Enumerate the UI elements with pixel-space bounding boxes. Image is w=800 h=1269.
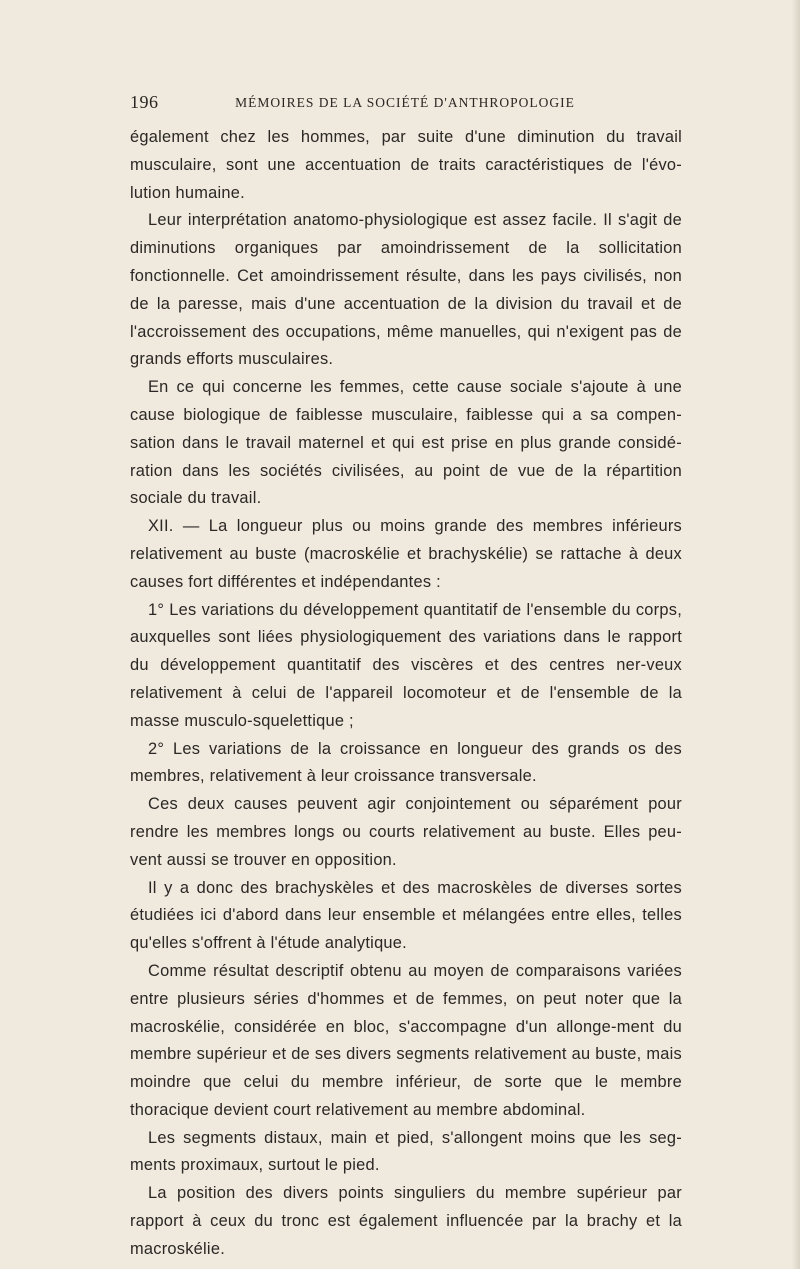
paragraph: Ces deux causes peuvent agir conjointement ou séparément pour rendre les membres longs ou courts relativement au buste. Elles peu-vent aussi se trouver en opposition. bbox=[130, 795, 682, 869]
page-header bbox=[130, 92, 680, 114]
paragraph: 1° Les variations du développement quantitatif de l'ensemble du corps, auxquelles sont liées physiologiquement des variations dans le rapport du développement quantitatif des viscères et des centres ner-veux relativement à celui de l'appareil locomoteur et de l'ensemble de la masse musculo-squelettique ; bbox=[130, 600, 682, 730]
paragraph: Il y a donc des brachyskèles et des macroskèles de diverses sortes étudiées ici d'abord dans leur ensemble et mélangées entre elles, telles qu'elles s'offrent à l'étude analytique. bbox=[130, 878, 682, 953]
paragraph: Leur interprétation anatomo-physiologique est assez facile. Il s'agit de diminutions organiques par amoindrissement de la sollicitation fonctionnelle. Cet amoindrissement résulte, dans les pays civilisés, non de la paresse, mais d'une accentuation de la division du travail et de l'accroissement des occupations, même manuelles, qui n'exigent pas de grands efforts musculaires. bbox=[130, 211, 682, 369]
page-edge-shadow bbox=[792, 0, 800, 1269]
page-number: 196 bbox=[130, 92, 159, 112]
paragraph: En ce qui concerne les femmes, cette cause sociale s'ajoute à une cause biologique de faiblesse musculaire, faiblesse qui a sa compen-sation dans le travail maternel et qui est prise en plus grande considé-ration dans les sociétés civilisées, au point de vue de la répartition sociale du travail. bbox=[130, 378, 682, 508]
paragraph: La position des divers points singuliers du membre supérieur par rapport à ceux du tronc est également influencée par la brachy et la macroskélie. bbox=[130, 1184, 682, 1258]
running-title: MÉMOIRES DE LA SOCIÉTÉ D'ANTHROPOLOGIE bbox=[235, 95, 575, 110]
paragraph: 2° Les variations de la croissance en longueur des grands os des membres, relativement à leur croissance transversale. bbox=[130, 739, 682, 786]
paragraph: XII. — La longueur plus ou moins grande des membres inférieurs relativement au buste (macroskélie et brachyskélie) se rattache à deux causes fort différentes et indépendantes : bbox=[130, 517, 682, 591]
paragraph: Les segments distaux, main et pied, s'allongent moins que les seg-ments proximaux, surtout le pied. bbox=[130, 1128, 682, 1175]
paragraph: Comme résultat descriptif obtenu au moyen de comparaisons variées entre plusieurs séries d'hommes et de femmes, on peut noter que la macroskélie, considérée en bloc, s'accompagne d'un allonge-ment du membre supérieur et de ses divers segments relativement au buste, mais moindre que celui du membre inférieur, de sorte que le membre thoracique devient court relativement au membre abdominal. bbox=[130, 961, 682, 1119]
paragraph: également chez les hommes, par suite d'une diminution du travail musculaire, sont une accentuation de traits caractéristiques de l'évo-lution humaine. bbox=[130, 128, 682, 202]
body-text bbox=[130, 124, 682, 1264]
